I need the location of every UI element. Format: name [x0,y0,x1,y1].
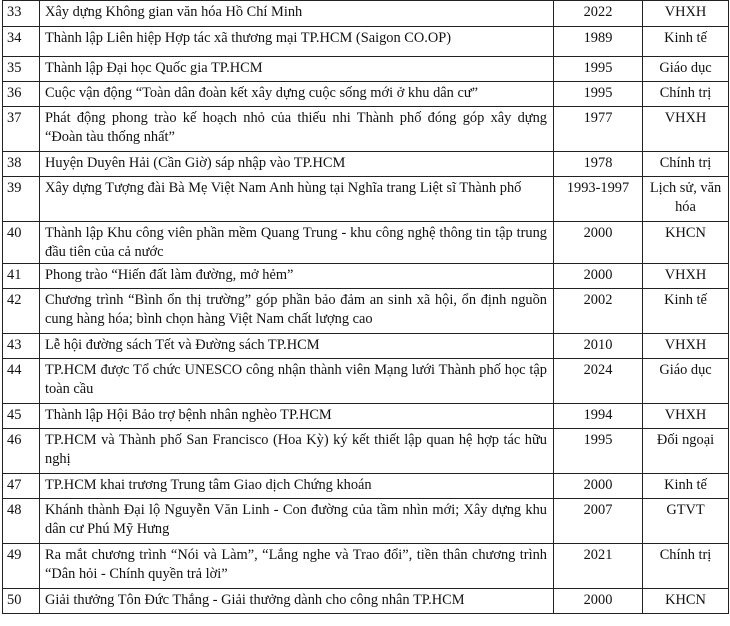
row-event: Huyện Duyên Hải (Cần Giờ) sáp nhập vào TP.HCM [40,152,554,177]
row-event: Thành lập Hội Bảo trợ bệnh nhân nghèo TP.HCM [40,404,554,429]
row-year: 1995 [554,82,643,107]
row-number: 37 [3,107,40,152]
row-number: 36 [3,82,40,107]
row-year: 2000 [554,474,643,499]
row-number: 42 [3,289,40,334]
row-number: 39 [3,177,40,222]
row-field: VHXH [643,334,729,359]
row-field: Kinh tế [643,474,729,499]
row-year: 1994 [554,404,643,429]
row-event: TP.HCM khai trương Trung tâm Giao dịch Chứng khoán [40,474,554,499]
row-event: TP.HCM được Tổ chức UNESCO công nhận thành viên Mạng lưới Thành phố học tập toàn cầu [40,359,554,404]
row-event: Khánh thành Đại lộ Nguyễn Văn Linh - Con đường của tầm nhìn mới; Xây dựng khu dân cư Phú Mỹ Hưng [40,499,554,544]
table-row [3,107,729,152]
row-year: 2000 [554,222,643,264]
row-event: Ra mắt chương trình “Nói và Làm”, “Lắng nghe và Trao đổi”, tiền thân chương trình “Dân hỏi - Chính quyền trả lời” [40,544,554,589]
table-row [3,152,729,177]
row-year: 1993-1997 [554,177,643,222]
row-number: 34 [3,27,40,57]
row-event: Xây dựng Tượng đài Bà Mẹ Việt Nam Anh hùng tại Nghĩa trang Liệt sĩ Thành phố [40,177,554,222]
row-event: Xây dựng Không gian văn hóa Hồ Chí Minh [40,1,554,27]
table-row [3,177,729,222]
row-number: 47 [3,474,40,499]
table-row [3,289,729,334]
row-year: 1995 [554,429,643,474]
row-year: 1977 [554,107,643,152]
row-field: GTVT [643,499,729,544]
row-year: 2007 [554,499,643,544]
row-year: 2000 [554,264,643,289]
row-field: Giáo dục [643,359,729,404]
row-year: 2010 [554,334,643,359]
row-year: 1995 [554,57,643,82]
table-row [3,264,729,289]
row-year: 2000 [554,589,643,614]
row-number: 46 [3,429,40,474]
table-row [3,1,729,27]
row-field: KHCN [643,222,729,264]
table-row [3,359,729,404]
table-row [3,334,729,359]
row-field: VHXH [643,264,729,289]
row-number: 41 [3,264,40,289]
row-field: Giáo dục [643,57,729,82]
row-number: 33 [3,1,40,27]
table-row [3,222,729,264]
row-event: Thành lập Khu công viên phần mềm Quang Trung - khu công nghệ thông tin tập trung đầu tiên của cả nước [40,222,554,264]
table-row [3,57,729,82]
row-field: Chính trị [643,544,729,589]
row-number: 50 [3,589,40,614]
row-field: Kinh tế [643,27,729,57]
row-event: Phát động phong trào kế hoạch nhỏ của thiếu nhi Thành phố đóng góp xây dựng “Đoàn tàu thống nhất” [40,107,554,152]
row-event: Giải thưởng Tôn Đức Thắng - Giải thưởng dành cho công nhân TP.HCM [40,589,554,614]
row-field: VHXH [643,107,729,152]
table-row [3,404,729,429]
table-row [3,429,729,474]
table-row [3,589,729,614]
row-field: Chính trị [643,152,729,177]
row-year: 1978 [554,152,643,177]
row-year: 1989 [554,27,643,57]
row-field: Kinh tế [643,289,729,334]
table-row [3,544,729,589]
row-event: Thành lập Liên hiệp Hợp tác xã thương mại TP.HCM (Saigon CO.OP) [40,27,554,57]
row-event: Cuộc vận động “Toàn dân đoàn kết xây dựng cuộc sống mới ở khu dân cư” [40,82,554,107]
row-year: 2022 [554,1,643,27]
row-number: 35 [3,57,40,82]
row-field: VHXH [643,404,729,429]
row-number: 44 [3,359,40,404]
row-event: Lễ hội đường sách Tết và Đường sách TP.HCM [40,334,554,359]
row-field: Chính trị [643,82,729,107]
row-number: 40 [3,222,40,264]
row-event: Phong trào “Hiến đất làm đường, mở hẻm” [40,264,554,289]
row-field: KHCN [643,589,729,614]
row-field: Đối ngoại [643,429,729,474]
row-field: Lịch sử, văn hóa [643,177,729,222]
row-event: Thành lập Đại học Quốc gia TP.HCM [40,57,554,82]
row-number: 38 [3,152,40,177]
table-row [3,82,729,107]
row-number: 48 [3,499,40,544]
table-row [3,27,729,57]
row-number: 49 [3,544,40,589]
table-row [3,474,729,499]
row-year: 2021 [554,544,643,589]
row-number: 43 [3,334,40,359]
events-table [2,0,729,614]
row-year: 2002 [554,289,643,334]
row-field: VHXH [643,1,729,27]
row-event: TP.HCM và Thành phố San Francisco (Hoa Kỳ) ký kết thiết lập quan hệ hợp tác hữu nghị [40,429,554,474]
table-row [3,499,729,544]
row-number: 45 [3,404,40,429]
row-year: 2024 [554,359,643,404]
row-event: Chương trình “Bình ổn thị trường” góp phần bảo đảm an sinh xã hội, ổn định nguồn cung hàng hóa; bình chọn hàng Việt Nam chất lượng cao [40,289,554,334]
